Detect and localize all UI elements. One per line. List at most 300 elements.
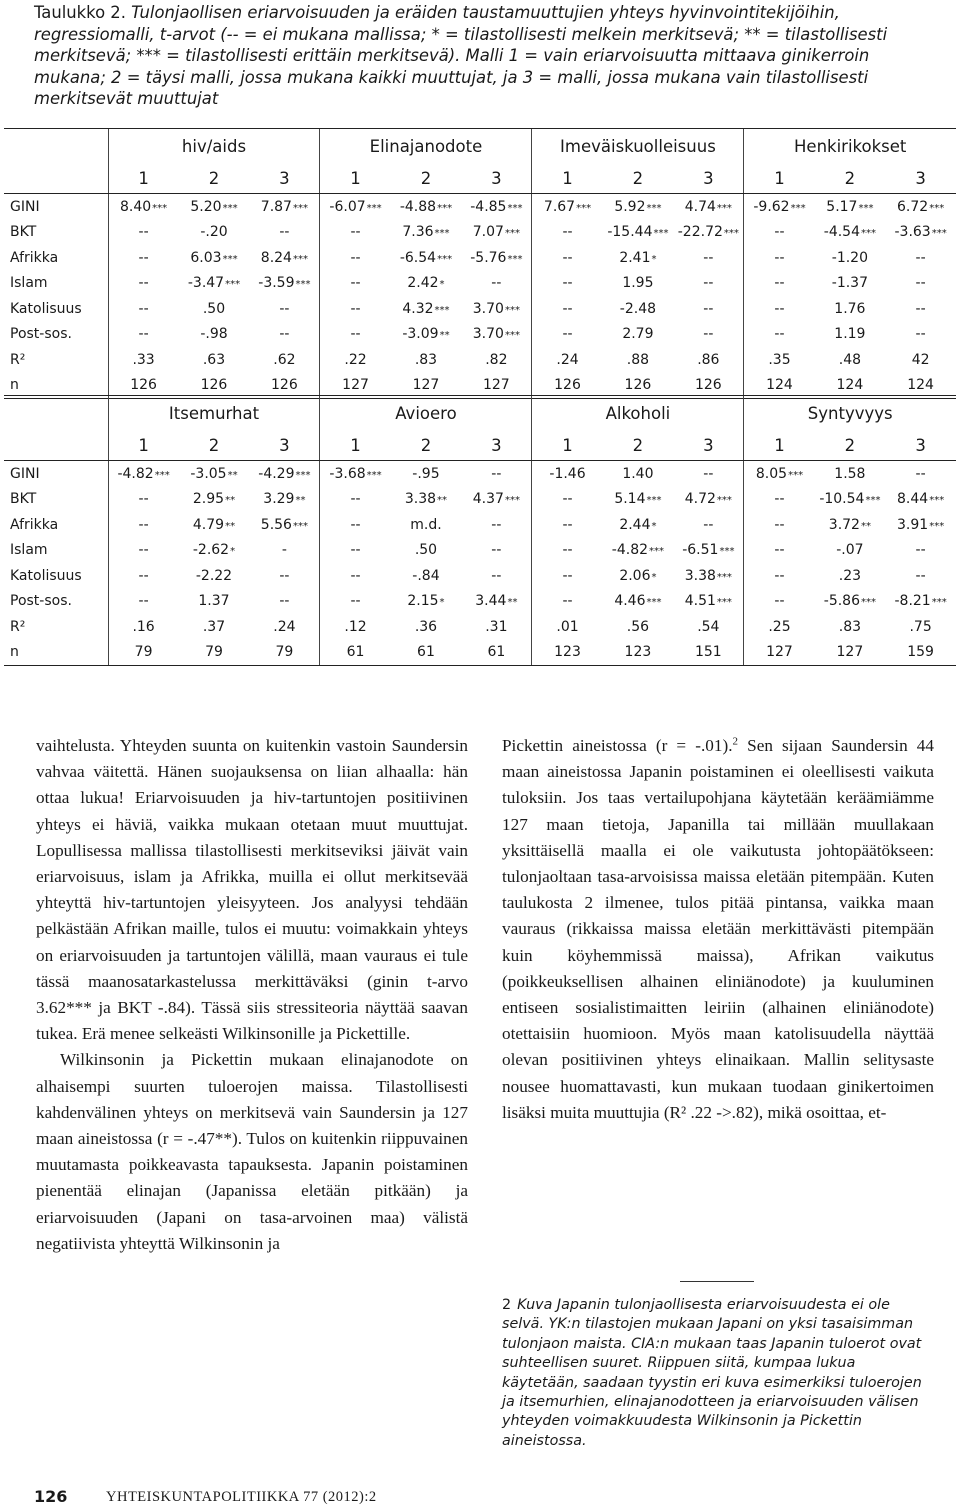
cell-value: -- [915,465,926,482]
page-number: 126 [34,1487,68,1506]
table-cell [320,614,391,640]
table-cell [532,245,603,271]
cell-value: -5.76 [470,249,507,266]
cell-value: 127 [342,377,369,394]
table-cell [673,220,744,246]
table-cell [320,538,391,564]
table-row [4,563,956,589]
model-number: 3 [885,430,956,461]
table-row [4,296,956,322]
cell-value: 3.44 [475,593,507,610]
cell-value: 79 [205,644,223,661]
table-cell [744,589,815,615]
table-cell [108,322,179,348]
group-header: Imeväiskuolleisuus [532,129,744,164]
significance-stars: *** [366,202,382,214]
model-number: 2 [391,163,462,194]
table-cell [249,487,320,513]
group-header: Henkirikokset [744,129,956,164]
cell-value: -- [138,224,149,241]
cell-value: .88 [626,351,650,368]
regression-table-2 [4,395,956,666]
table-cell [532,512,603,538]
significance-stars: *** [152,202,168,214]
table-cell [179,563,250,589]
cell-value: -- [350,224,361,241]
model-number: 2 [179,163,250,194]
table-cell [249,512,320,538]
table-cell [391,347,462,373]
cell-value: -- [562,491,573,508]
model-number: 1 [532,430,603,461]
row-label: GINI [10,465,40,482]
table-cell [249,296,320,322]
significance-stars: *** [790,202,806,214]
table-cell [603,461,674,487]
table-cell [179,296,250,322]
cell-value: -- [138,542,149,559]
significance-stars: *** [649,546,665,558]
table-cell [320,563,391,589]
cell-value: -- [562,516,573,533]
cell-value: -- [491,567,502,584]
table-cell [885,245,956,271]
significance-stars: *** [434,304,450,316]
cell-value: -.98 [200,326,228,343]
cell-value: 1.58 [834,465,866,482]
table-cell [391,563,462,589]
group-header: Itsemurhat [108,396,320,431]
table-cell [885,347,956,373]
table-cell [391,194,462,220]
cell-value: .56 [626,618,650,635]
table-cell [744,538,815,564]
cell-value: -- [774,593,785,610]
cell-value: .23 [838,567,862,584]
cell-value: .24 [273,618,296,635]
table-cell [673,322,744,348]
table-cell [603,194,674,220]
cell-value: -- [350,326,361,343]
table-cell [461,461,532,487]
cell-value: 8.24 [260,249,292,266]
cell-value: 2.41 [619,249,651,266]
cell-value: -- [562,593,573,610]
model-number: 1 [744,430,815,461]
table-cell [391,271,462,297]
cell-value: 126 [624,377,652,394]
table-cell [320,194,391,220]
table-cell [391,220,462,246]
table-cell [673,245,744,271]
row-label: Post-sos. [10,326,72,343]
row-label: n [4,640,108,666]
table-cell [320,487,391,513]
row-label: Afrikka [10,249,59,266]
model-number: 3 [461,163,532,194]
cell-value: 126 [554,377,581,394]
cell-value: -3.68 [329,465,366,482]
significance-stars: *** [434,228,450,240]
table-cell [249,245,320,271]
table-cell [744,563,815,589]
cell-value: .25 [768,618,791,635]
cell-value: 61 [417,644,435,661]
table-cell [532,487,603,513]
significance-stars: *** [295,279,311,291]
table-cell [461,194,532,220]
cell-value: -- [774,491,785,508]
cell-value: -2.62 [192,542,230,559]
table-cell [744,640,815,666]
cell-value: 3.38 [404,491,437,508]
cell-value: -- [915,300,926,317]
cell-value: -- [774,224,785,241]
cell-value: -2.22 [195,567,233,584]
cell-value: -1.37 [831,275,868,292]
row-label: BKT [10,491,37,508]
table-cell [532,614,603,640]
model-number: 3 [461,430,532,461]
table-row [4,589,956,615]
table-cell [603,512,674,538]
table-cell [885,194,956,220]
model-number: 1 [320,163,391,194]
row-label: Katolisuus [10,300,82,317]
cell-value: .37 [202,618,226,635]
significance-stars: *** [222,253,238,265]
table-cell [532,322,603,348]
table-cell [815,220,886,246]
table-cell [673,589,744,615]
table-cell [461,538,532,564]
regression-table-1 [4,128,956,399]
cell-value: -2.48 [619,300,657,317]
cell-value: 4.32 [402,300,434,317]
significance-stars: *** [929,495,945,507]
cell-value: 126 [271,377,298,394]
table-cell [744,220,815,246]
body-text: Sen sijaan Saundersin 44 maan aineistossa Japanin poistaminen ei oleellisesti vaikuta tuloksiin. Jos taas vertailupohjana käytetään keräämiämme 127 maan tietoja, Japanilla tai millään muullakaan yksittäisellä maalla ei ole vaikutusta johtopäätökseen: tulonjaoltaan tasa-arvoisissa maissa eletään pitempään. Kuten taulukosta 2 ilmenee, tulos pitää pintansa, vaikka maan vauraus (rikkaissa maissa eletään merkittävästi pitempään kuin köyhemmissä maissa), Afrikan vaikutus (poikkeuksellisen alhainen eliniänodote) ja kuuluminen entiseen sosialistimaitten leiriin (alhainen eliniänodote) otettaisiin huomioon. Myös maan katolisuudella näyttää olevan positiivinen yhteys elinaikaan. Mallin selitysaste nousee huomattavasti, kun mukaan tuodaan ginikertoimen lisäksi muita muuttujia (R² .22 ->.82), mikä osoittaa, et- [502,736,934,1122]
cell-value: - [281,542,287,559]
row-label: Katolisuus [10,567,82,584]
cell-value: -- [350,491,361,508]
cell-value: -- [138,491,149,508]
table-cell [815,322,886,348]
table-cell [744,194,815,220]
cell-value: 159 [907,644,934,661]
cell-value: -- [774,567,785,584]
cell-value: 7.07 [472,224,504,241]
cell-value: -4.88 [399,198,437,215]
table-cell [885,563,956,589]
group-header: Elinajanodote [320,129,532,164]
table-cell [249,220,320,246]
cell-value: 123 [554,644,581,661]
table-cell [108,512,179,538]
body-paragraph [502,733,934,1126]
table-cell [744,614,815,640]
cell-value: -10.54 [819,491,865,508]
table-cell [108,194,179,220]
cell-value: -- [915,326,926,343]
cell-value: 1.95 [622,275,654,292]
cell-value: -- [562,249,573,266]
table-1-body [4,129,956,399]
significance-stars: *** [723,228,739,240]
cell-value: -6.54 [399,249,437,266]
row-label: GINI [10,198,40,215]
table-cell [603,347,674,373]
significance-stars: ** [860,520,871,532]
header-blank [4,396,108,431]
cell-value: -6.07 [329,198,366,215]
table-cell [532,347,603,373]
row-label: Islam [10,275,48,292]
cell-value: 127 [482,377,510,394]
table-cell [249,640,320,666]
table-cell [673,271,744,297]
table-cell [885,614,956,640]
cell-value: .31 [485,618,508,635]
table-cell [532,461,603,487]
table-cell [744,487,815,513]
body-paragraph: vaihtelusta. Yhteyden suunta on kuitenkin vastoin Saundersin vahvaa väitettä. Hänen suojauksensa on liian alhaalla: hän ottaa lukua! Eriarvoisuuden ja hiv-tartuntojen positiivinen yhteys ei häviä, vaikka mukaan otetaan muut muuttujat. Lopullisessa mallissa tilastollisesti merkitseviksi jäivät vain eriarvoisuus, islam ja Afrikka, muilla ei ollut merkitsevää yhteyttä hiv-tartuntojen yleisyyteen. Jos analyysi tehdään pelkästään Afrikan maille, tulos ei muutu: voimakkain yhteys on eriarvoisuuden ja tartuntojen välillä, maan vauraus ei tule tässä maanosatarkastelussa merkittäväksi (ginin t-arvo 3.62*** ja BKT -.84). Tässä siis stressiteoria näyttää saavan tukea. Erä menee selkeästi Wilkinsonille ja Pickettille. [36,736,468,1044]
table-cell [532,271,603,297]
table-cell [320,640,391,666]
table-cell [532,563,603,589]
group-header-row [4,129,956,164]
cell-value: -8.21 [894,593,931,610]
table-cell [603,271,674,297]
model-number: 1 [108,430,179,461]
table-cell [461,245,532,271]
model-number: 1 [320,430,391,461]
cell-value: -6.51 [682,542,719,559]
cell-value: 2.95 [192,491,225,508]
cell-value: -3.59 [258,275,295,292]
table-cell [108,461,179,487]
table-cell [179,538,250,564]
table-cell [249,563,320,589]
table-row [4,538,956,564]
body-paragraph: Wilkinsonin ja Pickettin mukaan elinajanodote on alhaisempi suurten tuloerojen maissa. Tilastollisesti kahdenvälinen yhteys on merkitsevä vain Saundersin ja 127 maan aineistossa (r = -.47**). Tulos on kuitenkin riippuvainen muutamasta poikkeavasta tapauksesta. Japanin poistaminen pienentää elinajan (Japanissa eletään pitkään) ja eriarvoisuuden (Japani on tasa-arvoinen maa) välistä negatiivista yhteyttä Wilkinsonin ja [36,1050,468,1253]
table-row [4,271,956,297]
table-cell [391,538,462,564]
cell-value: -- [491,542,502,559]
table-cell [603,245,674,271]
significance-stars: * [439,279,445,291]
footnote [502,1296,936,1451]
cell-value: -- [562,567,573,584]
table-cell [179,220,250,246]
cell-value: 2.06 [619,567,651,584]
cell-value: .86 [697,351,720,368]
table-cell [815,538,886,564]
table-row [4,245,956,271]
cell-value: -- [703,516,714,533]
table-cell [391,589,462,615]
table-2-body [4,396,956,666]
table-cell [179,614,250,640]
footnote-number: 2 [502,1297,512,1313]
cell-value: 79 [134,644,153,661]
cell-value: 42 [911,351,930,368]
cell-value: .35 [768,351,791,368]
cell-value: 126 [200,377,228,394]
table-cell [108,220,179,246]
cell-value: .01 [556,618,579,635]
table-cell [885,512,956,538]
table-cell [744,347,815,373]
significance-stars: *** [222,202,238,214]
table-cell [885,220,956,246]
cell-value: .82 [485,351,508,368]
cell-value: -- [279,326,290,343]
table-cell [673,194,744,220]
significance-stars: *** [292,253,308,265]
table-cell [179,512,250,538]
table-cell [603,296,674,322]
cell-value: 3.91 [897,516,929,533]
model-number: 3 [885,163,956,194]
cell-value: 5.92 [614,198,646,215]
table-cell [885,640,956,666]
cell-value: -- [138,593,149,610]
cell-value: -- [562,275,573,292]
table-cell [673,296,744,322]
table-cell [744,322,815,348]
table-cell [461,640,532,666]
model-number: 2 [179,430,250,461]
table-cell [603,589,674,615]
cell-value: 151 [694,644,722,661]
cell-value: -- [350,516,361,533]
cell-value: 2.79 [622,326,654,343]
cell-value: -- [138,326,149,343]
table-cell [108,347,179,373]
cell-value: 8.05 [755,465,788,482]
row-label: R² [10,618,26,635]
cell-value: 3.29 [263,491,295,508]
significance-stars: ** [507,597,518,609]
cell-value: -- [350,567,361,584]
significance-stars: *** [861,597,876,609]
table-cell [249,322,320,348]
cell-value: .63 [202,351,226,368]
footnote-ref[interactable]: 2 [732,735,738,748]
table-cell [532,194,603,220]
table-cell [391,487,462,513]
table-row [4,347,956,373]
table-cell [391,512,462,538]
table-cell [673,640,744,666]
table-cell [320,245,391,271]
table-cell [815,487,886,513]
cell-value: 123 [624,644,652,661]
cell-value: 126 [130,377,157,394]
cell-value: 1.76 [834,300,866,317]
table-cell [815,563,886,589]
cell-value: 61 [346,644,365,661]
table-cell [673,614,744,640]
cell-value: -3.47 [187,275,225,292]
cell-value: -- [774,326,785,343]
cell-value: 4.51 [684,593,716,610]
cell-value: -- [774,275,785,292]
table-cell [815,271,886,297]
cell-value: 2.44 [619,516,651,533]
cell-value: -- [703,326,714,343]
significance-stars: * [651,571,657,583]
cell-value: .62 [273,351,296,368]
table-row [4,512,956,538]
table-cell [815,614,886,640]
table-row [4,461,956,487]
cell-value: .16 [132,618,155,635]
table-cell [815,296,886,322]
model-number: 3 [673,430,744,461]
table-cell [673,512,744,538]
cell-value: -- [279,300,290,317]
table-cell [249,538,320,564]
table-cell [815,589,886,615]
journal-name: YHTEISKUNTAPOLITIIKKA 77 (2012):2 [106,1489,377,1505]
cell-value: m.d. [410,516,442,533]
table-cell [320,461,391,487]
model-number: 1 [108,163,179,194]
model-number: 2 [603,430,674,461]
table-cell [179,347,250,373]
table-cell [108,563,179,589]
model-number: 2 [603,163,674,194]
table-cell [603,220,674,246]
table-cell [885,589,956,615]
significance-stars: *** [504,495,520,507]
cell-value: -- [138,249,149,266]
significance-stars: *** [646,495,662,507]
cell-value: 8.44 [897,491,929,508]
table-cell [391,461,462,487]
cell-value: 4.74 [684,198,716,215]
cell-value: -4.82 [117,465,154,482]
table-cell [108,589,179,615]
table-cell [885,487,956,513]
table-cell [108,538,179,564]
cell-value: 7.36 [402,224,434,241]
table-cell [885,296,956,322]
cell-value: -- [350,542,361,559]
cell-value: -- [774,542,785,559]
cell-value: -- [703,300,714,317]
significance-stars: *** [576,202,592,214]
cell-value: -- [138,567,149,584]
model-number: 1 [532,163,603,194]
table-cell [108,614,179,640]
cell-value: .12 [344,618,367,635]
cell-value: 6.72 [897,198,929,215]
table-cell [179,245,250,271]
cell-value: -3.05 [190,465,227,482]
table-cell [673,487,744,513]
significance-stars: *** [788,469,804,481]
significance-stars: *** [929,520,945,532]
significance-stars: ** [227,469,238,481]
table-cell [532,220,603,246]
cell-value: -- [915,275,926,292]
significance-stars: *** [858,202,874,214]
cell-value: 127 [766,644,793,661]
